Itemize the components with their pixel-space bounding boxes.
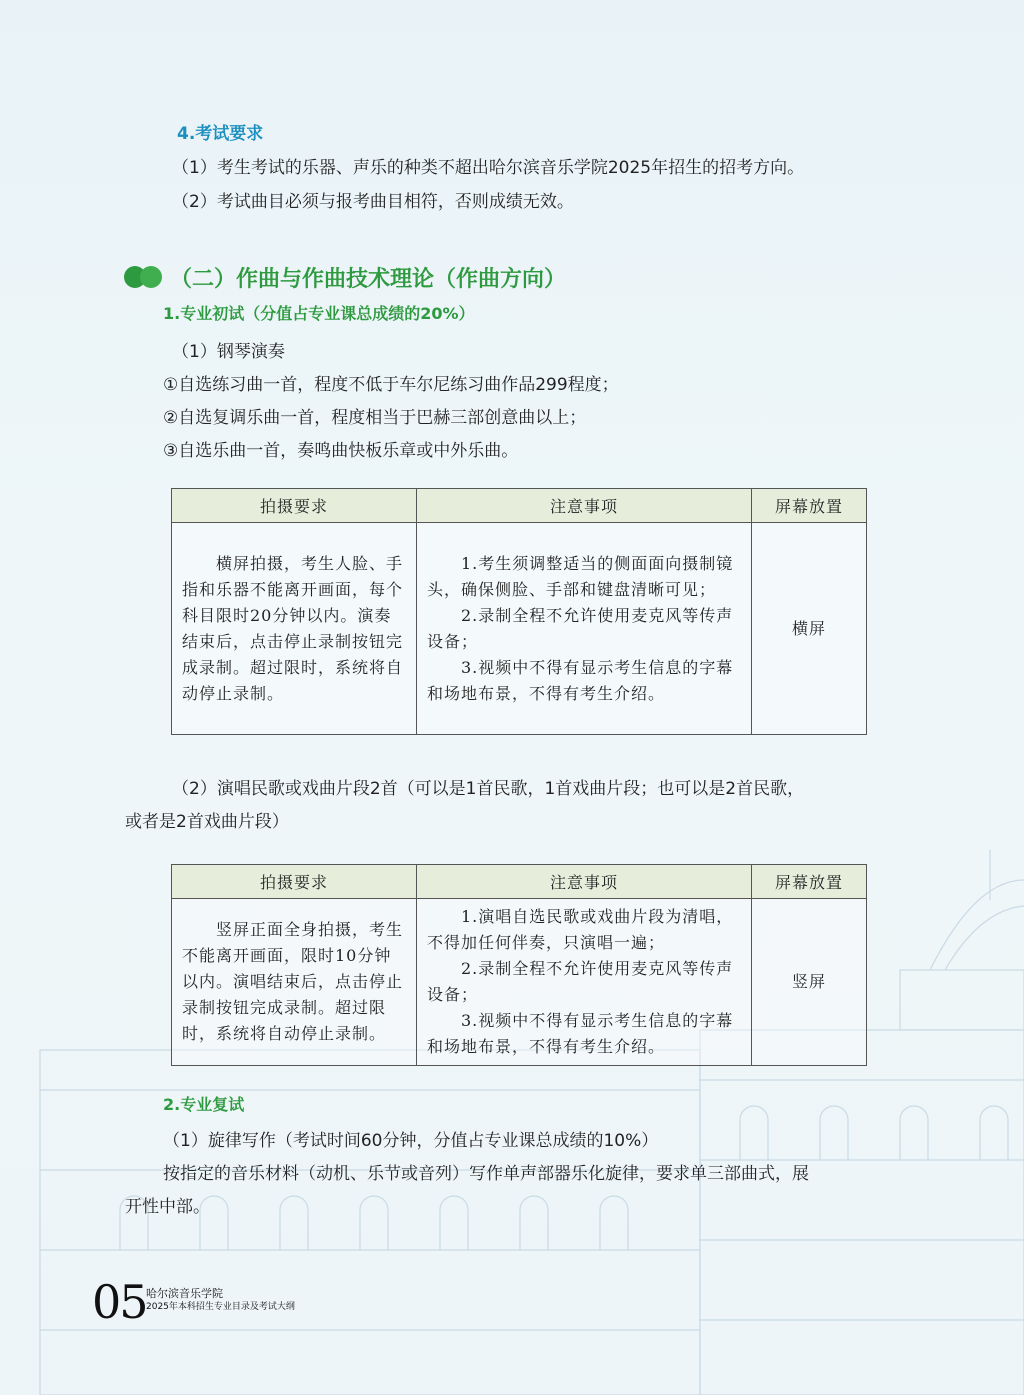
- table1-notes-cell: 1.考生须调整适当的侧面面向摄制镜头，确保侧脸、手部和键盘清晰可见； 2.录制全程不允许使用麦克风等传声设备； 3.视频中不得有显示考生信息的字幕和场地布景，不得有考生介绍。: [427, 553, 734, 703]
- section-bullet-icon: [124, 266, 164, 288]
- piano-item-1: ①自选练习曲一首，程度不低于车尔尼练习曲作品299程度；: [163, 375, 619, 395]
- section-title: （二）作曲与作曲技术理论（作曲方向）: [170, 267, 567, 292]
- table1-header-screen: 屏幕放置: [752, 489, 867, 523]
- exam-requirements-heading: 4.考试要求: [177, 124, 264, 144]
- exam-requirement-item-2: （2）考试曲目必须与报考曲目相符，否则成绩无效。: [172, 192, 574, 212]
- table2-header-screen: 屏幕放置: [752, 865, 867, 899]
- prelim-heading: 1.专业初试（分值占专业课总成绩的20%）: [163, 304, 475, 323]
- vocal-recording-table: [171, 864, 867, 1066]
- vocal-item-line-1: （2）演唱民歌或戏曲片段2首（可以是1首民歌，1首戏曲片段；也可以是2首民歌，: [172, 779, 805, 799]
- table2-screen-cell: 竖屏: [791, 972, 826, 991]
- page-number: 05: [92, 1275, 147, 1329]
- vocal-item-line-2: 或者是2首戏曲片段）: [125, 812, 289, 832]
- melody-writing-item: （1）旋律写作（考试时间60分钟，分值占专业课总成绩的10%）: [163, 1131, 659, 1151]
- footer-school-name: 哈尔滨音乐学院: [146, 1287, 223, 1300]
- piano-item-2: ②自选复调乐曲一首，程度相当于巴赫三部创意曲以上；: [163, 408, 587, 428]
- table1-shooting-cell: 横屏拍摄，考生人脸、手指和乐器不能离开画面，每个科目限时20分钟以内。演奏结束后，点击停止录制按钮完成录制。超过限时，系统将自动停止录制。: [182, 553, 404, 703]
- table2-shooting-cell: 竖屏正面全身拍摄，考生不能离开画面，限时10分钟以内。演唱结束后，点击停止录制按钮完成录制。超过限时，系统将自动停止录制。: [182, 920, 404, 1043]
- footer-subtitle: 2025年本科招生专业目录及考试大纲: [146, 1302, 295, 1312]
- table1-header-notes: 注意事项: [417, 489, 752, 523]
- melody-writing-desc-line-1: 按指定的音乐材料（动机、乐节或音列）写作单声部器乐化旋律，要求单三部曲式，展: [163, 1164, 809, 1184]
- exam-requirement-item-1: （1）考生考试的乐器、声乐的种类不超出哈尔滨音乐学院2025年招生的招考方向。: [172, 158, 805, 178]
- table2-header-shooting: 拍摄要求: [172, 865, 417, 899]
- table1-screen-cell: 横屏: [791, 618, 826, 638]
- retest-heading: 2.专业复试: [163, 1095, 245, 1114]
- melody-writing-desc-line-2: 开性中部。: [125, 1197, 210, 1217]
- table1-header-shooting: 拍摄要求: [172, 489, 417, 523]
- piano-recording-table: [171, 488, 867, 735]
- table2-notes-cell: 1.演唱自选民歌或戏曲片段为清唱，不得加任何伴奏，只演唱一遍； 2.录制全程不允许使用麦克风等传声设备； 3.视频中不得有显示考生信息的字幕和场地布景，不得有考生介绍。: [427, 907, 734, 1056]
- table2-header-notes: 注意事项: [417, 865, 752, 899]
- piano-title: （1）钢琴演奏: [172, 342, 285, 362]
- piano-item-3: ③自选乐曲一首，奏鸣曲快板乐章或中外乐曲。: [163, 441, 519, 461]
